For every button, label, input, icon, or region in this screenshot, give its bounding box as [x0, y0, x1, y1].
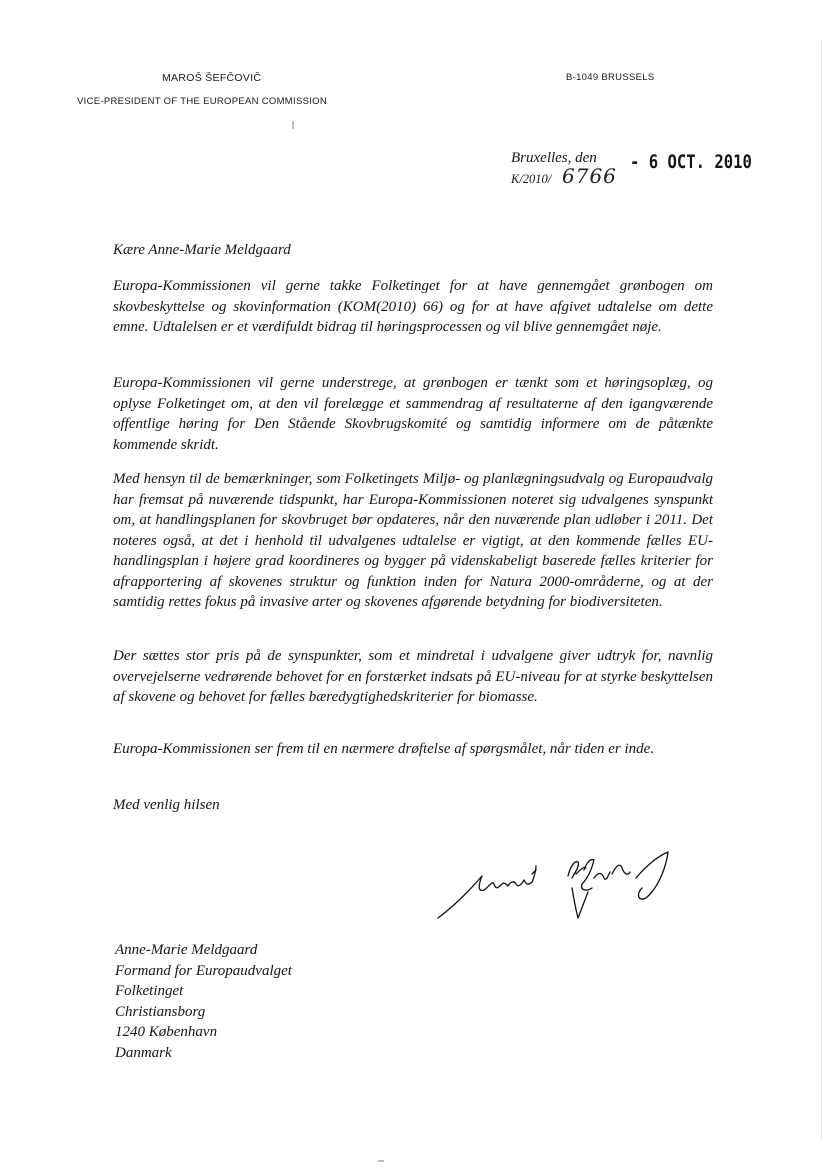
recipient-line: Formand for Europaudvalget — [115, 962, 292, 979]
scan-speck — [292, 121, 294, 129]
recipient-line: Christiansborg — [115, 1003, 206, 1020]
sender-address: B-1049 BRUSSELS — [566, 72, 655, 83]
recipient-line: Anne-Marie Meldgaard — [115, 942, 258, 958]
salutation: Kære Anne-Marie Meldgaard — [113, 242, 291, 258]
paragraph: Med hensyn til de bemærkninger, som Folketingets Miljø- og planlægningsudvalg og Europaudvalg har fremsat på nuværende tidspunkt, har Europa-Kommissionen noteret sig udvalgenes synspunkt om, at handlingsplanen for skovbruget bør opdateres, når den nuværende plan udløber i 2011. Det noteres også, at det i henhold til udvalgenes udtalelse er vigtigt, at den kommende fælles EU-handlingsplan i højere grad koordineres og bygger på videnskabeligt baserede fælles kriterier for afrapportering af skovenes struktur og funktion inden for Natura 2000-områderne, og at der samtidig rettes fokus på invasive arter og skovenes afgørende betydning for biodiversiteten. — [113, 471, 713, 610]
scan-speck — [378, 1160, 384, 1162]
reference-prefix: K/2010/ — [511, 172, 552, 186]
paragraph: Europa-Kommissionen ser frem til en nærmere drøftelse af spørgsmålet, når tiden er inde. — [113, 741, 655, 757]
recipient-line: Folketinget — [115, 983, 184, 999]
place-label: Bruxelles, den — [511, 150, 597, 166]
recipient-line: 1240 København — [115, 1024, 218, 1040]
sender-title: VICE-PRESIDENT OF THE EUROPEAN COMMISSION — [77, 96, 328, 107]
date-stamp: - 6 OCT. 2010 — [630, 151, 752, 173]
reference-number-handwritten: 6766 — [562, 164, 617, 188]
sender-name: MAROŠ ŠEFČOVIČ — [162, 72, 262, 84]
scan-edge — [821, 40, 822, 1140]
paragraph: Europa-Kommissionen vil gerne understrege, at grønbogen er tænkt som et høringsoplæg, og oplyse Folketinget om, at den vil forelægge et sammendrag af resultaterne af den igangværende offentlige høring for Den Stående Skovbrugskomité og samtidig informere om de påtænkte kommende skridt. — [113, 375, 713, 453]
recipient-address — [115, 940, 292, 1063]
handwritten-signature — [432, 848, 682, 924]
paragraph: Der sættes stor pris på de synspunkter, som et mindretal i udvalgene giver udtryk for, navnlig overvejelserne vedrørende behovet for en forstærket indsats på EU-niveau for at styrke beskyttelsen af skovene og behovet for fælles bæredygtighedskriterier for biomasse. — [113, 648, 713, 705]
recipient-line: Danmark — [115, 1044, 172, 1061]
closing: Med venlig hilsen — [113, 797, 220, 813]
paragraph: Europa-Kommissionen vil gerne takke Folketinget for at have gennemgået grønbogen om skovbeskyttelse og skovinformation (KOM(2010) 66) og for at have afgivet udtalelse om dette emne. Udtalelsen er et værdifuldt bidrag til høringsprocessen og vil blive gennemgået nøje. — [113, 278, 713, 335]
